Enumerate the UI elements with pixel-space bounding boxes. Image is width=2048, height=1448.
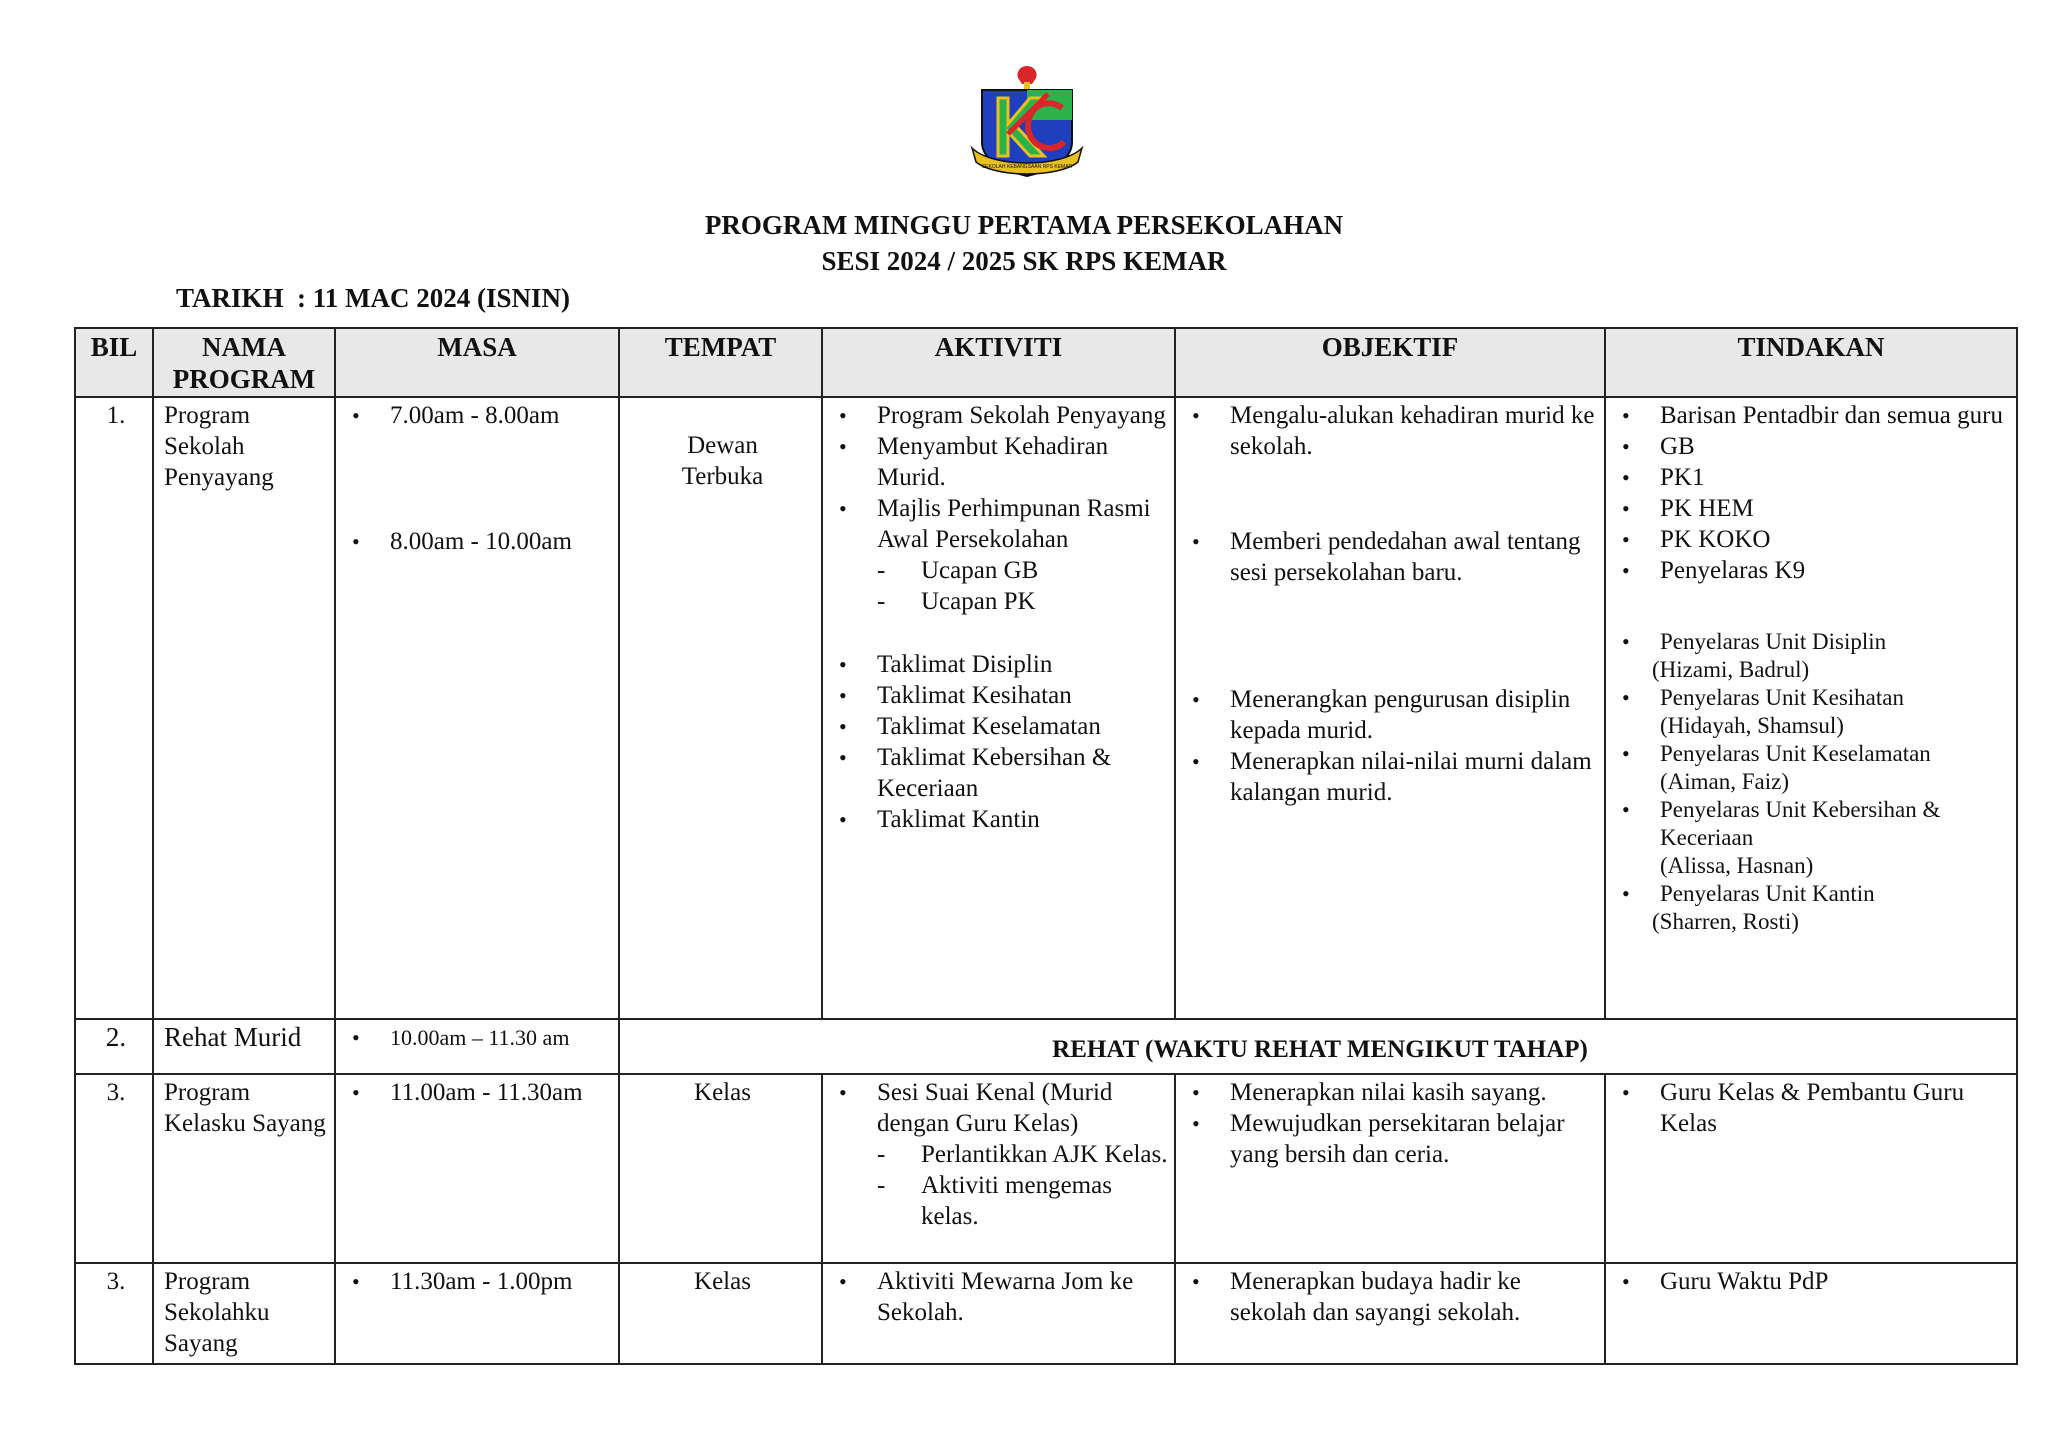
objective-item: • Memberi pendedahan awal tentang sesi persekolahan baru. bbox=[1230, 526, 1598, 588]
objective-item: • Mengalu-alukan kehadiran murid ke sekolah. bbox=[1230, 400, 1598, 462]
activity-item: • Menyambut Kehadiran Murid. bbox=[877, 431, 1168, 493]
header-aktiviti: AKTIVITI bbox=[822, 328, 1175, 397]
activity-item bbox=[877, 493, 1168, 617]
coordinator-unit: • Penyelaras Unit Disiplin bbox=[1660, 629, 1887, 654]
row-number: 1. bbox=[75, 397, 153, 1019]
coordinator-names: (Aiman, Faiz) bbox=[1660, 769, 1790, 794]
activity-item-text: Majlis Perhimpunan Rasmi Awal Persekolahan bbox=[877, 495, 1151, 553]
table-row bbox=[75, 1074, 2017, 1263]
coordinator-names: (Hidayah, Shamsul) bbox=[1660, 713, 1844, 738]
activity-item: • Aktiviti Mewarna Jom ke Sekolah. bbox=[877, 1266, 1168, 1328]
action-cell bbox=[1605, 1074, 2017, 1263]
coordinator-unit: • Penyelaras Unit Keselamatan bbox=[1660, 741, 1931, 766]
header-nama-program: NAMA PROGRAM bbox=[153, 328, 335, 397]
school-crest-logo bbox=[968, 64, 1086, 184]
activity-subitem: - Perlantikkan AJK Kelas. bbox=[921, 1139, 1168, 1170]
coordinator-names: (Hizami, Badrul) bbox=[1652, 657, 1810, 682]
objective-item: • Menerapkan nilai-nilai murni dalam kalangan murid. bbox=[1230, 746, 1598, 808]
time-item: • 11.00am - 11.30am bbox=[390, 1077, 612, 1108]
venue-cell: Kelas bbox=[619, 1263, 822, 1364]
objective-cell bbox=[1175, 1263, 1605, 1364]
coordinator-item bbox=[1660, 684, 2010, 740]
activity-item bbox=[877, 1077, 1168, 1232]
header-tindakan: TINDAKAN bbox=[1605, 328, 2017, 397]
coordinator-names: (Alissa, Hasnan) bbox=[1660, 853, 1814, 878]
activity-cell bbox=[822, 397, 1175, 1019]
objective-item: • Menerapkan nilai kasih sayang. bbox=[1230, 1077, 1598, 1108]
time-item: • 8.00am - 10.00am bbox=[390, 526, 612, 557]
coordinator-item bbox=[1660, 796, 2010, 880]
time-item: • 10.00am – 11.30 am bbox=[390, 1022, 612, 1053]
action-item: • Penyelaras K9 bbox=[1660, 555, 2010, 586]
program-name: Program Kelasku Sayang bbox=[153, 1074, 335, 1263]
coordinator-item bbox=[1660, 740, 2010, 796]
objective-cell bbox=[1175, 1074, 1605, 1263]
activity-item: • Taklimat Kebersihan & Keceriaan bbox=[877, 742, 1168, 804]
activity-item: • Program Sekolah Penyayang bbox=[877, 400, 1168, 431]
program-name: Program Sekolahku Sayang bbox=[153, 1263, 335, 1364]
action-item: • PK1 bbox=[1660, 462, 2010, 493]
time-cell bbox=[335, 397, 619, 1019]
activity-subitem: - Ucapan PK bbox=[921, 586, 1168, 617]
venue-text: Dewan bbox=[687, 432, 758, 459]
svg-text:SEKOLAH KEBANGSAAN RPS KEMAR: SEKOLAH KEBANGSAAN RPS KEMAR bbox=[981, 164, 1073, 170]
venue-text: Terbuka bbox=[681, 463, 764, 490]
time-item: • 7.00am - 8.00am bbox=[390, 400, 612, 431]
header-tempat: TEMPAT bbox=[619, 328, 822, 397]
objective-item: • Menerapkan budaya hadir ke sekolah dan sayangi sekolah. bbox=[1230, 1266, 1598, 1328]
program-name: Rehat Murid bbox=[153, 1019, 335, 1074]
action-item: • Barisan Pentadbir dan semua guru bbox=[1660, 400, 2010, 431]
activity-item: • Taklimat Kantin bbox=[877, 804, 1168, 835]
page-title-line1: PROGRAM MINGGU PERTAMA PERSEKOLAHAN bbox=[704, 210, 1344, 240]
action-item: • GB bbox=[1660, 431, 2010, 462]
program-name: Program Sekolah Penyayang bbox=[153, 397, 335, 1019]
table-row bbox=[75, 1019, 2017, 1074]
coordinator-item bbox=[1652, 880, 2010, 936]
time-cell bbox=[335, 1263, 619, 1364]
activity-cell bbox=[822, 1263, 1175, 1364]
action-item: • Guru Waktu PdP bbox=[1660, 1266, 2010, 1297]
coordinator-unit: • Penyelaras Unit Kantin bbox=[1660, 881, 1875, 906]
row-number: 3. bbox=[75, 1074, 153, 1263]
coordinator-item bbox=[1652, 628, 2010, 684]
table-header-row bbox=[75, 328, 2017, 397]
table-row bbox=[75, 397, 2017, 1019]
header-masa: MASA bbox=[335, 328, 619, 397]
break-banner: REHAT (WAKTU REHAT MENGIKUT TAHAP) bbox=[619, 1019, 2017, 1074]
activity-item-text: Sesi Suai Kenal (Murid dengan Guru Kelas) bbox=[877, 1079, 1113, 1137]
action-cell bbox=[1605, 1263, 2017, 1364]
objective-item: • Mewujudkan persekitaran belajar yang bersih dan ceria. bbox=[1230, 1108, 1598, 1170]
table-row bbox=[75, 1263, 2017, 1364]
header-bil: BIL bbox=[75, 328, 153, 397]
objective-cell bbox=[1175, 397, 1605, 1019]
activity-item: • Taklimat Disiplin bbox=[877, 649, 1168, 680]
row-number: 2. bbox=[75, 1019, 153, 1074]
action-item: • PK HEM bbox=[1660, 493, 2010, 524]
date-label: TARIKH : 11 MAC 2024 (ISNIN) bbox=[176, 283, 571, 313]
venue-cell bbox=[619, 397, 822, 1019]
objective-item: • Menerangkan pengurusan disiplin kepada murid. bbox=[1230, 684, 1598, 746]
time-cell bbox=[335, 1074, 619, 1263]
page-title-line2: SESI 2024 / 2025 SK RPS KEMAR bbox=[821, 246, 1227, 276]
coordinator-unit: • Penyelaras Unit Kesihatan bbox=[1660, 685, 1904, 710]
action-item: • PK KOKO bbox=[1660, 524, 2010, 555]
row-number: 3. bbox=[75, 1263, 153, 1364]
activity-cell bbox=[822, 1074, 1175, 1263]
activity-item: • Taklimat Keselamatan bbox=[877, 711, 1168, 742]
header-objektif: OBJEKTIF bbox=[1175, 328, 1605, 397]
venue-cell: Kelas bbox=[619, 1074, 822, 1263]
activity-subitem: - Aktiviti mengemas kelas. bbox=[921, 1170, 1168, 1232]
activity-subitem: - Ucapan GB bbox=[921, 555, 1168, 586]
coordinator-names: (Sharren, Rosti) bbox=[1652, 909, 1799, 934]
action-cell bbox=[1605, 397, 2017, 1019]
action-item: • Guru Kelas & Pembantu Guru Kelas bbox=[1660, 1077, 2010, 1139]
activity-item: • Taklimat Kesihatan bbox=[877, 680, 1168, 711]
schedule-table bbox=[74, 327, 2018, 1365]
time-cell bbox=[335, 1019, 619, 1074]
time-item: • 11.30am - 1.00pm bbox=[390, 1266, 612, 1297]
coordinator-unit: • Penyelaras Unit Kebersihan & Keceriaan bbox=[1660, 797, 1941, 850]
